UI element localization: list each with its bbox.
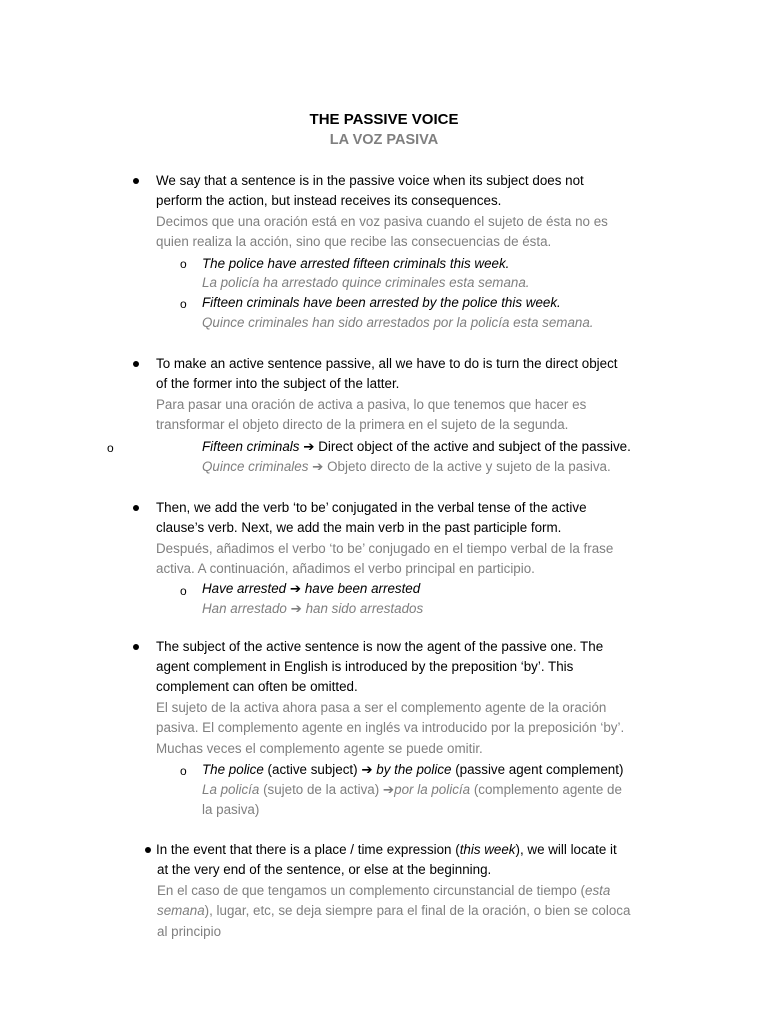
s3-example-es (202, 599, 423, 619)
s3-es-line1: Después, añadimos el verbo ‘to be’ conjugado en el tiempo verbal de la frase (156, 541, 614, 556)
s4-example-es-b: por la policía (394, 782, 471, 797)
s2-example-es (202, 457, 611, 477)
s2-example-es-rest: Objeto directo de la active y sujeto de la pasiva. (327, 459, 611, 474)
s4-example-en-b: by the police (376, 762, 452, 777)
s4-example-en-a: The police (202, 762, 264, 777)
s4-en-line2: agent complement in English is introduced by the preposition ‘by’. This (156, 659, 574, 674)
s2-example-es-term: Quince criminales (202, 459, 309, 474)
bullet-icon (133, 361, 139, 367)
s5-en-line2: at the very end of the sentence, or else at the beginning. (157, 862, 492, 877)
s5-es-line1-b: esta (585, 883, 611, 898)
s3-example-es-a: Han arrestado (202, 601, 287, 616)
circle-bullet-icon: o (180, 257, 187, 271)
s2-en-line2: of the former into the subject of the latter. (156, 376, 400, 391)
s4-example-es-b2: (complemento agente de (473, 782, 622, 797)
s4-example-es-line2: la pasiva) (202, 802, 260, 817)
arrow-right-icon: ➔ (290, 601, 302, 616)
arrow-right-icon: ➔ (303, 439, 315, 454)
circle-bullet-icon: o (180, 297, 187, 311)
s5-en-line1-a: In the event that there is a place / time expression ( (156, 842, 460, 857)
bullet-icon (133, 505, 139, 511)
arrow-right-icon: ➔ (289, 581, 302, 596)
s3-en-line2: clause’s verb. Next, we add the main verb in the past participle form. (156, 520, 562, 535)
s2-example-en-rest: Direct object of the active and subject of the passive. (318, 439, 631, 454)
s4-en-line3: complement can often be omitted. (156, 679, 358, 694)
s1-example2-es-text: Quince criminales han sido arrestados por la policía esta semana. (202, 315, 594, 330)
s1-example2-en-text: Fifteen criminals have been arrested by the police this week. (202, 295, 561, 310)
s3-example-en-a: Have arrested (202, 581, 287, 596)
bullet-icon (133, 644, 139, 650)
bullet-icon (133, 178, 139, 184)
s3-example-en (202, 579, 420, 599)
bullet-icon (145, 847, 151, 853)
s1-example1-es-text: La policía ha arrestado quince criminales esta semana. (202, 275, 530, 290)
s1-example2-en (202, 293, 561, 313)
arrow-right-icon: ➔ (382, 782, 395, 797)
s3-example-es-b: han sido arrestados (305, 601, 424, 616)
circle-bullet-icon: o (107, 441, 114, 455)
s1-en-line2: perform the action, but instead receives its consequences. (156, 193, 502, 208)
s3-example-en-b: have been arrested (304, 581, 421, 596)
circle-bullet-icon: o (180, 764, 187, 778)
s4-example-en (202, 760, 623, 780)
circle-bullet-icon: o (180, 584, 187, 598)
s4-example-es-a: La policía (202, 782, 260, 797)
s3-en-line1: Then, we add the verb ‘to be’ conjugated in the verbal tense of the active (156, 500, 587, 515)
s2-en-line1: To make an active sentence passive, all we have to do is turn the direct object (156, 356, 618, 371)
s4-es-line1: El sujeto de la activa ahora pasa a ser el complemento agente de la oración (156, 700, 607, 715)
s4-example-es (202, 780, 622, 800)
s1-es-line1: Decimos que una oración está en voz pasiva cuando el sujeto de ésta no es (156, 214, 608, 229)
s5-es-line1-a: En el caso de que tengamos un complemento circunstancial de tiempo ( (157, 883, 585, 898)
s4-example-en-b2: (passive agent complement) (455, 762, 624, 777)
page-subtitle: LA VOZ PASIVA (329, 132, 439, 148)
s5-es-line3: al principio (157, 924, 222, 939)
s5-es-line2-b: ), lugar, etc, se deja siempre para el final de la oración, o bien se coloca (204, 903, 631, 918)
s2-example-en (202, 437, 631, 457)
s5-en-line1-b: this week (459, 842, 516, 857)
s2-es-line2: transformar el objeto directo de la primera en el sujeto de la segunda. (156, 417, 569, 432)
s1-example1-en (202, 254, 509, 274)
arrow-right-icon: ➔ (312, 459, 324, 474)
s1-es-line2: quien realiza la acción, sino que recibe las consecuencias de ésta. (156, 234, 552, 249)
s4-example-es-a2: (sujeto de la activa) (263, 782, 380, 797)
s5-en-line1-c: ), we will locate it (515, 842, 617, 857)
s1-example1-en-text: The police have arrested fifteen criminals this week. (202, 256, 510, 271)
s4-example-en-a2: (active subject) (267, 762, 358, 777)
s1-example1-es (202, 273, 530, 293)
arrow-right-icon: ➔ (361, 762, 373, 777)
s5-es-line2-a: semana (157, 903, 205, 918)
s4-en-line1: The subject of the active sentence is now the agent of the passive one. The (156, 639, 604, 654)
page-title: THE PASSIVE VOICE (309, 111, 459, 128)
s1-example2-es (202, 313, 594, 333)
s3-es-line2: activa. A continuación, añadimos el verbo principal en participio. (156, 561, 535, 576)
s2-es-line1: Para pasar una oración de activa a pasiva, lo que tenemos que hacer es (156, 397, 587, 412)
s5-es-line1 (157, 881, 610, 901)
s1-en-line1: We say that a sentence is in the passive voice when its subject does not (156, 173, 584, 188)
s5-es-line2 (157, 901, 630, 921)
s2-example-en-term: Fifteen criminals (202, 439, 300, 454)
s4-es-line3: Muchas veces el complemento agente se puede omitir. (156, 741, 483, 756)
s5-en-line1 (156, 840, 617, 860)
s4-es-line2: pasiva. El complemento agente en inglés va introducido por la preposición ‘by’. (156, 720, 625, 735)
